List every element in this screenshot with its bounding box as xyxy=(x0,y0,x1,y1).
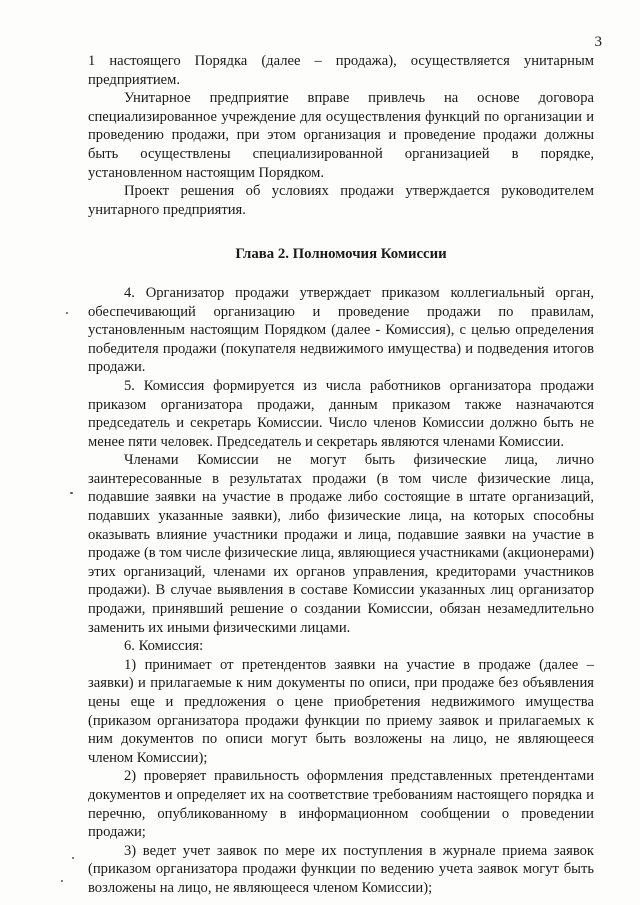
scan-speck xyxy=(70,492,73,494)
paragraph-item-4: 4. Организатор продажи утверждает приказом коллегиальный орган, обеспечивающий организацию и проведение продажи по правилам, установленным настоящим Порядком (далее - Комиссия), с целью определения победителя продажи (покупателя недвижимого имущества) и подведения итогов продажи. xyxy=(88,284,594,376)
paragraph-continuation: 1 настоящего Порядка (далее – продажа), осуществляется унитарным предприятием. xyxy=(88,53,594,88)
paragraph-item-6: 6. Комиссия: xyxy=(124,638,204,655)
document-body xyxy=(88,52,594,898)
paragraph-members-restriction: Членами Комиссии не могут быть физические лица, лично заинтересованные в результатах продажи (в том числе физические лица, подавшие заявки на участие в продаже либо состоящие в штате организаций, подавших указанные заявки), либо физические лица, на которых способны оказывать влияние участники продажи и лица, подавшие заявки на участие в продаже (в том числе физические лица, являющиеся участниками (акционерами) этих организаций, членами их органов управления, кредиторами участников продажи). В случае выявления в составе Комиссии указанных лиц организатор продажи, принявший решение о создании Комиссии, обязан незамедлительно заменить их иными физическими лицами. xyxy=(88,452,594,636)
paragraph-unitary-enterprise: Унитарное предприятие вправе привлечь на основе договора специализированное учреждение для осуществления функций по организации и проведению продажи, при этом организация и проведение продажи должны быть осуществлены специализированной организацией в порядке, установленном настоящим Порядком. xyxy=(88,90,594,181)
scan-speck xyxy=(61,880,63,882)
paragraph-draft-decision: Проект решения об условиях продажи утверждается руководителем унитарного предприятия. xyxy=(88,183,594,218)
list-item-6-1: 1) принимает от претендентов заявки на участие в продаже (далее – заявки) и прилагаемые к ним документы по описи, при продаже без объявления цены еще и предложения о цене приобретения недвижимого имущества (приказом организатора продажи функции по приему заявок и прилагаемых к ним документов по описи могут быть возложены на лицо, не являющееся членом Комиссии); xyxy=(88,656,594,766)
paragraph-item-5: 5. Комиссия формируется из числа работников организатора продажи приказом организатора продажи, данным приказом также назначаются председатель и секретарь Комиссии. Число членов Комиссии должно быть не менее пяти человек. Председатель и секретарь являются членами Комиссии. xyxy=(88,377,594,450)
chapter-heading: Глава 2. Полномочия Комиссии xyxy=(235,246,447,263)
scan-speck xyxy=(66,312,68,314)
list-item-6-2: 2) проверяет правильность оформления представленных претендентами документов и определяет их на соответствие требованиям настоящего порядка и перечню, опубликованному в информационном сообщении о проведении продажи; xyxy=(88,768,594,841)
page-number: 3 xyxy=(594,34,602,50)
scan-speck xyxy=(72,857,74,859)
list-item-6-3: 3) ведет учет заявок по мере их поступления в журнале приема заявок (приказом организатора продажи функции по ведению учета заявок могут быть возложены на лицо, не являющееся членом Комиссии); xyxy=(88,842,594,896)
